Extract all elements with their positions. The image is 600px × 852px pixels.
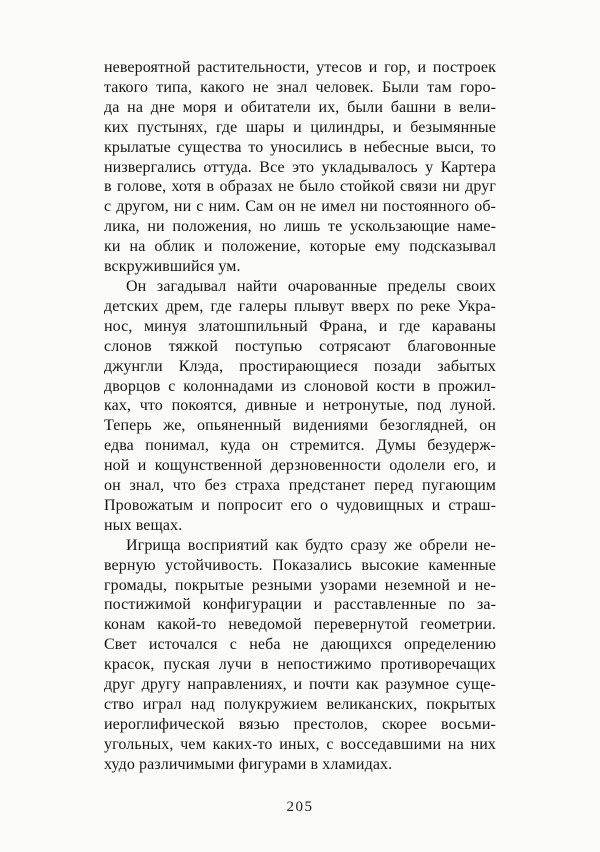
text-line: крылатые существа то уносились в небесные выси, то — [104, 138, 496, 156]
text-line: худо различимыми фигурами в хламидах. — [104, 755, 393, 773]
text-line: Провожатым и попросит его о чудовищных и страш- — [104, 496, 496, 514]
text-line: джунгли Клэда, простирающиеся позади забытых — [104, 357, 496, 375]
text-line: ство играл над полукружием великанских, покрытых — [104, 696, 496, 713]
text-line: Свет источался с неба не дающихся определению — [104, 636, 496, 654]
text-line: такого типа, какого не знал человек. Были там горо- — [104, 78, 496, 96]
text-line: дворцов с колоннадами из слоновой кости в прожил- — [104, 377, 496, 395]
text-line: верную устойчивость. Показались высокие каменные — [104, 556, 496, 574]
text-line: да на дне моря и обитатели их, были башни в вели- — [104, 98, 496, 116]
text-line: невероятной растительности, утесов и гор, и построек — [104, 59, 496, 76]
text-line: ной и кощунственной дерзновенности одолели его, и — [104, 457, 496, 475]
text-line: ки на облик и положение, которые ему подсказывал — [104, 238, 496, 256]
text-line: нос, минуя златошпильный Франа, и где караваны — [104, 317, 496, 335]
text-line: лика, ни положения, но лишь те ускользающие наме- — [104, 218, 496, 236]
text-line: конам какой-то неведомой перевернутой геометрии. — [104, 616, 496, 634]
text-line: он знал, что без страха предстанет перед пугающим — [104, 477, 496, 495]
text-line: громады, покрытые резными узорами неземной и не- — [104, 576, 496, 594]
text-line: едва понимал, куда он стремится. Думы безудерж- — [104, 437, 496, 455]
text-line: низвергались оттуда. Все это укладывалось у Картера — [104, 158, 496, 176]
text-line: ных вещах. — [104, 516, 183, 534]
text-line: детских дрем, где галеры плывут вверх по реке Укра- — [104, 297, 496, 315]
page-number: 205 — [286, 799, 314, 815]
text-block — [104, 58, 496, 775]
paragraph — [104, 277, 496, 536]
text-line: Теперь же, опьяненный видениями безоглядней, он — [104, 417, 496, 435]
text-line: ках, что покоятся, дивные и нетронутые, под луной. — [104, 397, 496, 415]
paragraph — [104, 536, 496, 775]
text-line: постижимой конфигурации и расставленные по за- — [104, 596, 496, 614]
text-line: слонов тяжкой поступью сотрясают благовонные — [104, 337, 496, 355]
paragraph — [104, 58, 496, 277]
text-line: с другом, ни с ним. Сам он не имел ни постоянного об- — [104, 198, 496, 216]
text-line: Игрища восприятий как будто сразу же обрели не- — [126, 536, 496, 554]
text-line: вскружившийся ум. — [104, 258, 241, 276]
text-line: в голове, хотя в образах не было стойкой связи ни друг — [104, 178, 496, 196]
text-line: иероглифической вязью престолов, скорее восьми- — [104, 715, 496, 733]
text-line: ких пустынях, где шары и цилиндры, и безымянные — [104, 118, 496, 136]
text-line: угольных, чем каких-то иных, с восседавшими на них — [104, 735, 496, 753]
text-line: друг другу направлениях, и почти как разумное суще- — [104, 676, 496, 694]
text-line: красок, пуская лучи в непостижимо противоречащих — [104, 656, 496, 674]
text-line: Он загадывал найти очарованные пределы своих — [126, 277, 496, 295]
